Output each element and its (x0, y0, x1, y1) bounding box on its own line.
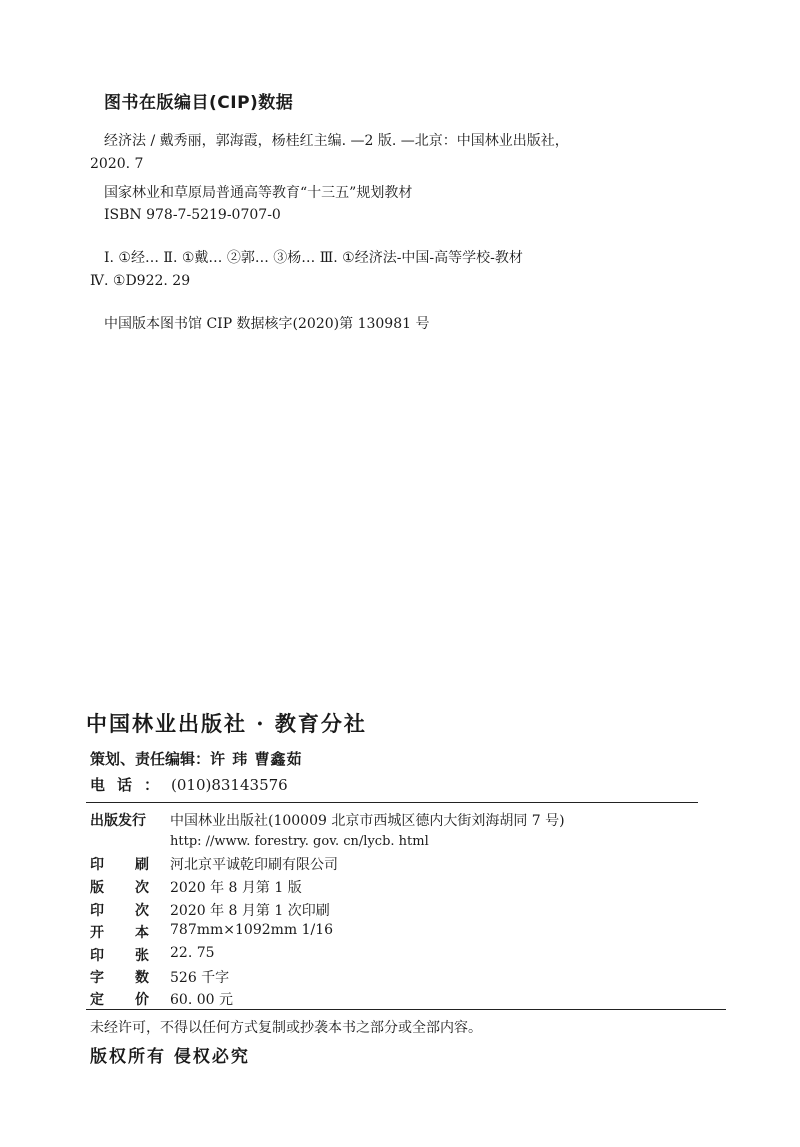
tel-label: 电话： (90, 776, 172, 794)
tel-row (90, 774, 288, 795)
edition-value: 2020 年 8 月第 1 版 (170, 880, 302, 896)
editors-label: 策划、责任编辑： (90, 750, 211, 768)
editors-row (90, 748, 302, 769)
info-row-distribution (90, 810, 565, 830)
copyright-notice: 未经许可，不得以任何方式复制或抄袭本书之部分或全部内容。 (90, 1020, 482, 1036)
cip-line-isbn: ISBN 978-7-5219-0707-0 (104, 207, 281, 223)
info-row-format (90, 922, 333, 942)
cip-line-authors: 经济法 / 戴秀丽，郭海霞，杨桂红主编. —2 版. —北京：中国林业出版社， (104, 133, 569, 149)
info-row-edition (90, 877, 302, 897)
info-row-impression (90, 900, 330, 920)
rights-reserved: 版权所有 侵权必究 (90, 1047, 250, 1067)
format-label: 开本 (90, 925, 180, 941)
edition-label: 版次 (90, 880, 180, 896)
cip-line-year: 2020. 7 (90, 156, 144, 172)
info-row-sheets (90, 945, 215, 965)
bottom-divider (86, 1009, 726, 1010)
printing-label: 印刷 (90, 857, 180, 873)
cip-line-clc: Ⅳ. ①D922. 29 (90, 273, 191, 289)
sheets-label: 印张 (90, 948, 180, 964)
distribution-value: 中国林业出版社(100009 北京市西城区德内大街刘海胡同 7 号) (170, 813, 565, 829)
price-label: 定价 (90, 992, 180, 1008)
publisher-name: 中国林业出版社 · 教育分社 (86, 711, 367, 736)
publisher-url: http: //www. forestry. gov. cn/lycb. html (170, 834, 429, 849)
top-divider (86, 802, 698, 803)
words-value: 526 千字 (170, 970, 230, 986)
cip-line-record: 中国版本图书馆 CIP 数据核字(2020)第 130981 号 (104, 316, 430, 332)
tel-value: (010)83143576 (171, 776, 288, 794)
info-row-price (90, 989, 233, 1009)
cip-line-series: 国家林业和草原局普通高等教育“十三五”规划教材 (104, 185, 413, 201)
editors-value: 许 玮 曹鑫茹 (210, 750, 303, 768)
distribution-label: 出版发行 (90, 813, 146, 829)
impression-value: 2020 年 8 月第 1 次印刷 (170, 903, 330, 919)
info-row-printing (90, 854, 338, 874)
words-label: 字数 (90, 970, 180, 986)
sheets-value: 22. 75 (170, 945, 215, 961)
cip-title: 图书在版编目(CIP)数据 (104, 93, 294, 113)
format-value: 787mm×1092mm 1/16 (170, 922, 334, 938)
cip-line-classification: Ⅰ. ①经… Ⅱ. ①戴… ②郭… ③杨… Ⅲ. ①经济法-中国-高等学校-教材 (104, 250, 523, 266)
price-value: 60. 00 元 (170, 992, 233, 1008)
printing-value: 河北京平诚乾印刷有限公司 (170, 857, 338, 873)
info-row-words (90, 967, 229, 987)
impression-label: 印次 (90, 903, 180, 919)
